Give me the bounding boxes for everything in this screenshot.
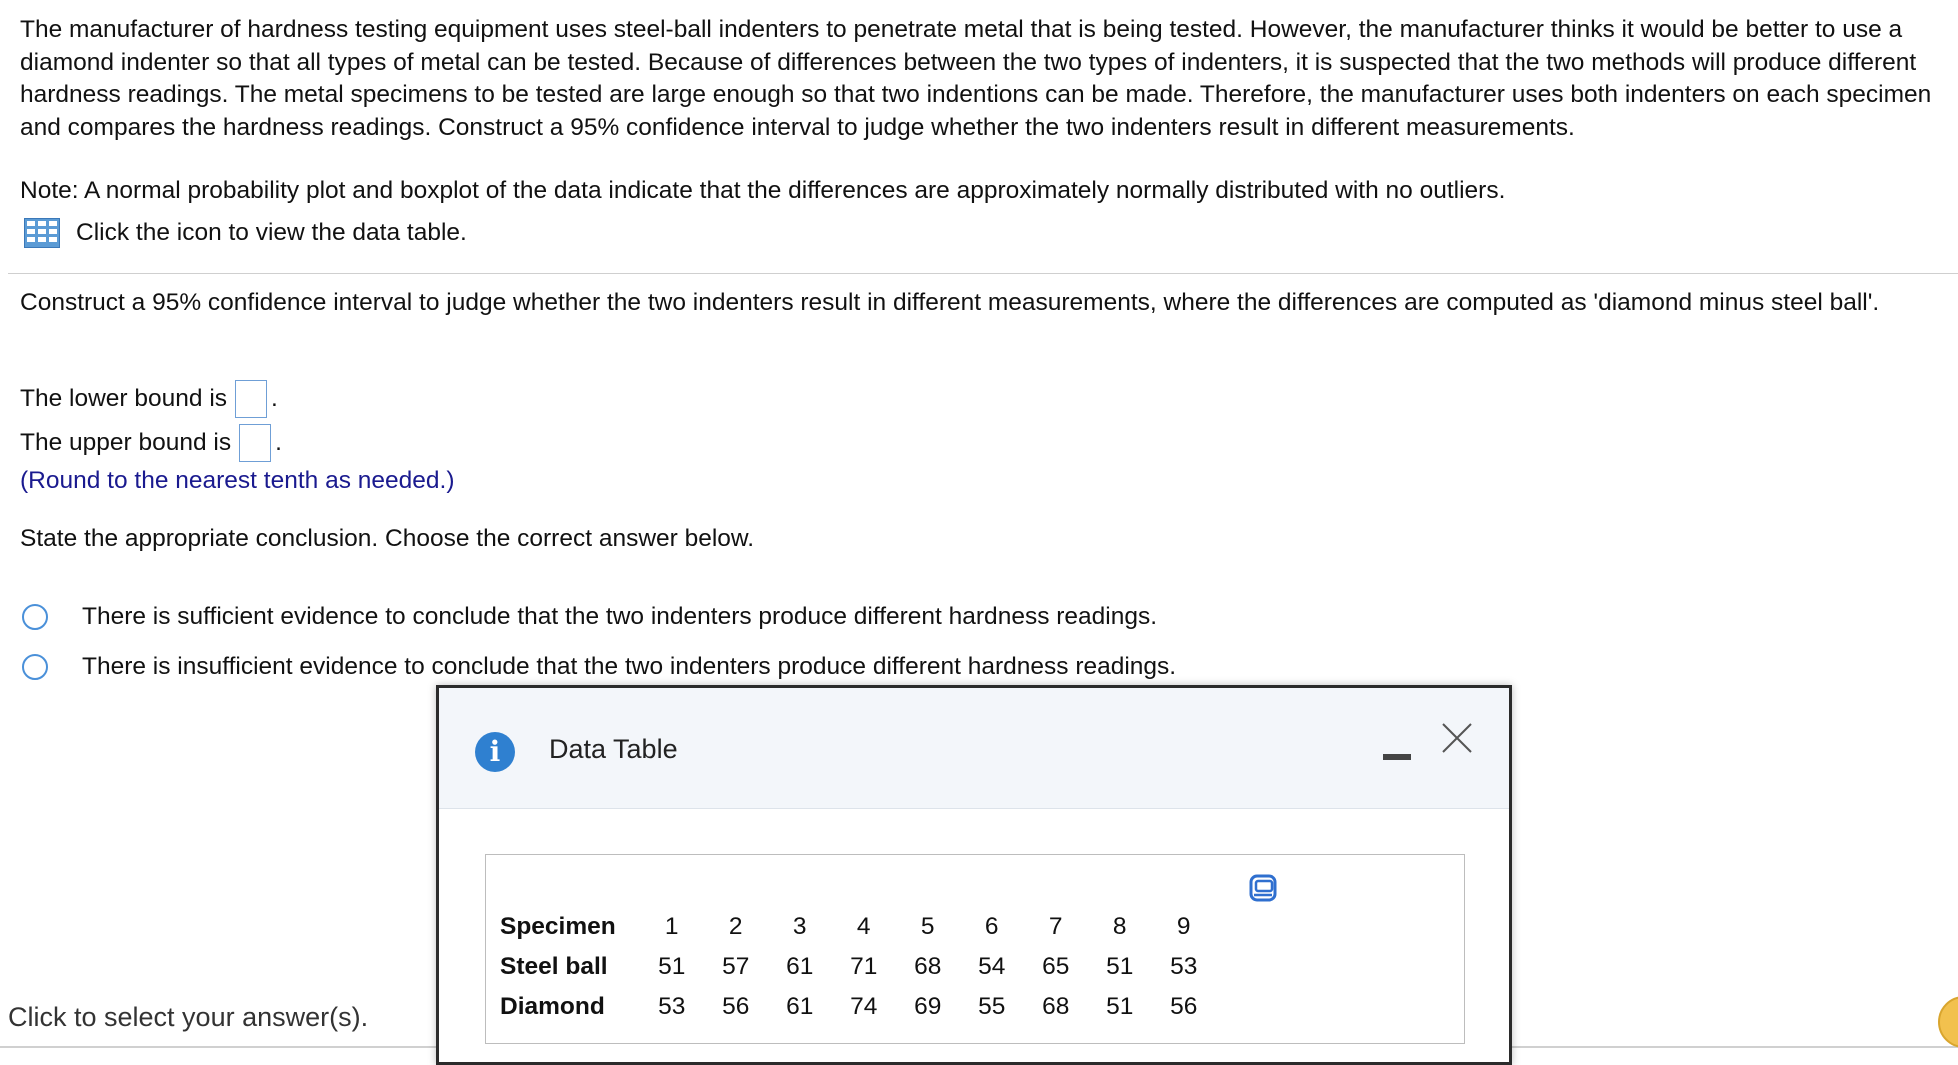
construct-instruction: Construct a 95% confidence interval to judge whether the two indenters result in different measurements, where the differences are computed as 'diamond minus steel ball'. xyxy=(20,289,1880,316)
radio-button[interactable] xyxy=(22,654,48,680)
table-cell: 53 xyxy=(658,993,686,1020)
data-table-icon[interactable] xyxy=(24,218,60,248)
table-cell: 2 xyxy=(728,913,743,940)
table-row xyxy=(500,987,1216,1027)
copy-table-icon[interactable] xyxy=(1248,873,1278,903)
table-cell: 68 xyxy=(914,953,942,980)
problem-text: The manufacturer of hardness testing equipment uses steel-ball indenters to penetrate metal that is being tested. However, the manufacturer thinks it would be better to use a diamond indenter so that all types of metal can be tested. Because of differences between the two types of indenters, it is suspected that the two methods will produce different hardness readings. The metal specimens to be tested are large enough so that two indentions can be made. Therefore, the manufacturer uses both indenters on each specimen and compares the hardness readings. Construct a 95% confidence interval to judge whether the two indenters result in different measurements. xyxy=(20,16,1932,141)
table-cell: 69 xyxy=(914,993,942,1020)
data-table-dialog xyxy=(436,685,1512,1065)
upper-bound-period: . xyxy=(275,429,282,456)
round-hint: (Round to the nearest tenth as needed.) xyxy=(20,467,455,494)
table-cell: 56 xyxy=(722,993,750,1020)
table-cell: 71 xyxy=(850,953,878,980)
option-label[interactable]: There is sufficient evidence to conclude that the two indenters produce different hardness readings. xyxy=(82,603,1158,630)
upper-bound-label: The upper bound is xyxy=(20,429,232,456)
table-cell: 51 xyxy=(658,953,686,980)
problem-note: Note: A normal probability plot and boxplot of the data indicate that the differences are approximately normally distributed with no outliers. xyxy=(20,177,1506,204)
data-table xyxy=(500,907,1216,1027)
table-cell: 56 xyxy=(1170,993,1198,1020)
row-header: Specimen xyxy=(500,913,616,940)
table-cell: 53 xyxy=(1170,953,1198,980)
radio-button[interactable] xyxy=(22,604,48,630)
lower-bound-line xyxy=(20,380,278,418)
table-cell: 8 xyxy=(1112,913,1127,940)
view-data-table-link[interactable] xyxy=(24,218,467,248)
table-cell: 65 xyxy=(1042,953,1070,980)
minimize-button[interactable] xyxy=(1383,740,1413,770)
upper-bound-line xyxy=(20,424,282,462)
minimize-icon xyxy=(1383,754,1411,760)
table-row xyxy=(500,907,1216,947)
table-cell: 51 xyxy=(1106,993,1134,1020)
table-cell: 68 xyxy=(1042,993,1070,1020)
lower-bound-period: . xyxy=(271,385,278,412)
table-cell: 4 xyxy=(856,913,871,940)
lower-bound-label: The lower bound is xyxy=(20,385,228,412)
row-header: Diamond xyxy=(500,993,605,1020)
dialog-title: Data Table xyxy=(549,734,678,764)
table-cell: 61 xyxy=(786,953,814,980)
table-cell: 9 xyxy=(1176,913,1191,940)
dialog-header[interactable] xyxy=(439,688,1509,809)
table-cell: 51 xyxy=(1106,953,1134,980)
table-cell: 1 xyxy=(664,913,679,940)
table-cell: 61 xyxy=(786,993,814,1020)
table-cell: 3 xyxy=(792,913,807,940)
table-cell: 6 xyxy=(984,913,999,940)
answer-option-insufficient[interactable] xyxy=(22,653,1176,681)
upper-bound-input[interactable] xyxy=(239,424,271,462)
table-cell: 54 xyxy=(978,953,1006,980)
section-divider xyxy=(8,273,1958,274)
table-cell: 57 xyxy=(722,953,750,980)
data-table-frame xyxy=(485,854,1465,1044)
close-icon[interactable] xyxy=(1437,718,1477,758)
row-header: Steel ball xyxy=(500,953,608,980)
option-label[interactable]: There is insufficient evidence to conclude that the two indenters produce different hardness readings. xyxy=(82,653,1177,680)
data-table-link-text[interactable]: Click the icon to view the data table. xyxy=(76,219,467,246)
help-badge-icon[interactable] xyxy=(1938,996,1958,1048)
select-answer-hint: Click to select your answer(s). xyxy=(8,1002,369,1032)
table-cell: 74 xyxy=(850,993,878,1020)
conclusion-prompt: State the appropriate conclusion. Choose the correct answer below. xyxy=(20,525,755,552)
table-row xyxy=(500,947,1216,987)
lower-bound-input[interactable] xyxy=(235,380,267,418)
answer-option-sufficient[interactable] xyxy=(22,603,1157,631)
table-cell: 7 xyxy=(1048,913,1063,940)
info-icon: i xyxy=(475,732,515,772)
table-cell: 55 xyxy=(978,993,1006,1020)
table-cell: 5 xyxy=(920,913,935,940)
